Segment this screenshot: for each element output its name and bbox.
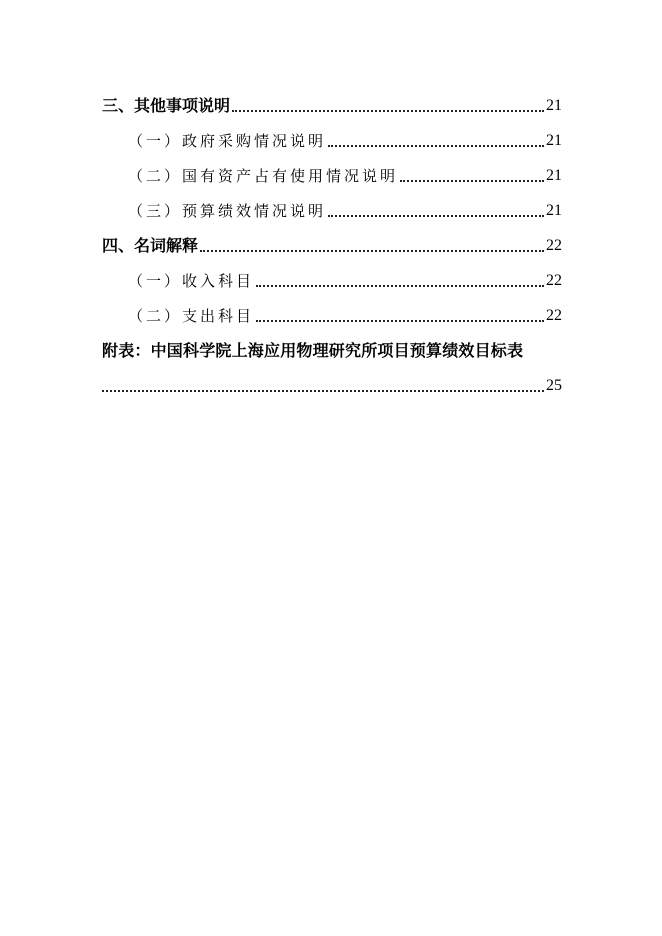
toc-entry-glossary[interactable] — [102, 224, 562, 259]
toc-page-number: 21 — [546, 97, 562, 114]
dot-leader — [328, 145, 544, 147]
toc-entry-income-items[interactable] — [102, 259, 562, 294]
toc-page-number: 21 — [546, 202, 562, 219]
toc-entry-appendix-title[interactable] — [102, 329, 562, 364]
toc-entry-government-procurement[interactable] — [102, 119, 562, 154]
table-of-contents — [102, 84, 562, 399]
toc-entry-label: （一）政府采购情况说明 — [128, 132, 327, 150]
toc-entry-label: 四、名词解释 — [102, 236, 199, 255]
toc-entry-label: （二）国有资产占有使用情况说明 — [128, 167, 399, 185]
toc-entry-label: 三、其他事项说明 — [102, 96, 231, 115]
dot-leader — [400, 180, 544, 182]
dot-leader — [102, 390, 544, 392]
toc-entry-label: 附表：中国科学院上海应用物理研究所项目预算绩效目标表 — [102, 341, 524, 360]
toc-entry-label: （二）支出科目 — [128, 307, 255, 325]
dot-leader — [232, 110, 544, 112]
toc-entry-label: （三）预算绩效情况说明 — [128, 202, 327, 220]
toc-page-number: 22 — [546, 237, 562, 254]
dot-leader — [328, 215, 544, 217]
dot-leader — [200, 250, 544, 252]
toc-page-number: 22 — [546, 307, 562, 324]
toc-page-number: 25 — [546, 377, 562, 394]
dot-leader — [256, 320, 544, 322]
toc-page-number: 21 — [546, 167, 562, 184]
toc-page-number: 21 — [546, 132, 562, 149]
toc-entry-state-assets[interactable] — [102, 154, 562, 189]
toc-entry-other-matters[interactable] — [102, 84, 562, 119]
toc-entry-budget-performance[interactable] — [102, 189, 562, 224]
toc-entry-expenditure-items[interactable] — [102, 294, 562, 329]
toc-entry-label: （一）收入科目 — [128, 272, 255, 290]
toc-page-number: 22 — [546, 272, 562, 289]
toc-entry-appendix-leader-line[interactable] — [102, 364, 562, 399]
dot-leader — [256, 285, 544, 287]
